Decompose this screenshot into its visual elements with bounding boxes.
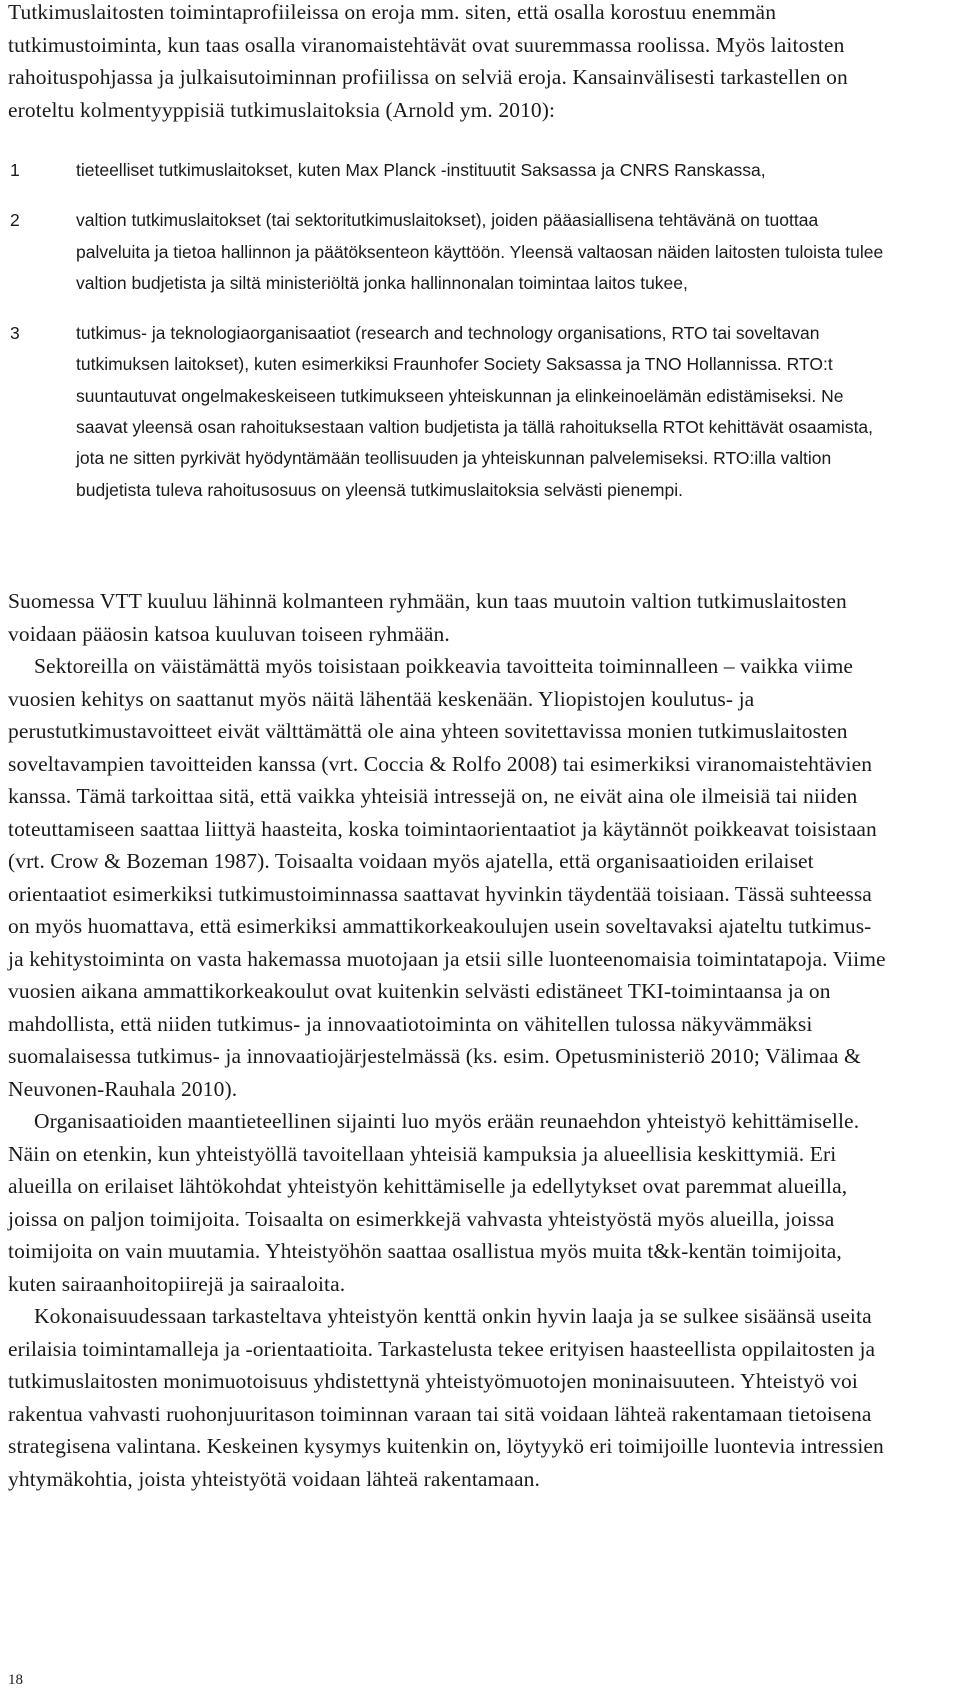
list-item-number: 1 (10, 160, 20, 180)
body-paragraph: Organisaatioiden maantieteellinen sijainti luo myös erään reunaehdon yhteistyö kehittämiselle. Näin on etenkin, kun yhteistyöllä tavoitellaan yhteisiä kampuksia ja alueellisia keskittymiä. Eri alueilla on erilaiset lähtökohdat yhteistyön kehittämiselle ja edellytykset ovat paremmat alueilla, joissa on paljon toimijoita. Toisaalta on esimerkkejä vahvasta yhteistyöstä myös alueilla, joissa toimijoita on vain muutamia. Yhteistyöhön saattaa osallistua myös muita t&k-kentän toimijoita, kuten sairaanhoitopiirejä ja sairaaloita. (8, 1109, 860, 1296)
intro-section (8, 0, 888, 126)
intro-paragraph: Tutkimuslaitosten toimintaprofiileissa on eroja mm. siten, että osalla korostuu enemmän tutkimustoiminta, kun taas osalla viranomaistehtävät ovat suuremmassa roolissa. Myös laitosten rahoituspohjassa ja julkaisutoiminnan profiilissa on selviä eroja. Kansainvälisesti tarkastellen on eroteltu kolmentyyppisiä tutkimuslaitoksia (Arnold ym. 2010): (8, 0, 848, 122)
body-paragraph: Suomessa VTT kuuluu lähinnä kolmanteen ryhmään, kun taas muutoin valtion tutkimuslaitosten voidaan pääosin katsoa kuuluvan toiseen ryhmään. (8, 589, 847, 646)
list-item (10, 318, 890, 506)
list-item (10, 205, 890, 299)
page-number: 18 (8, 1672, 23, 1688)
list-item (10, 155, 890, 186)
body-paragraph: Kokonaisuudessaan tarkasteltava yhteistyön kenttä onkin hyvin laaja ja se sulkee sisäänsä useita erilaisia toimintamalleja ja -orientaatioita. Tarkastelusta tekee erityisen haasteellista oppilaitosten ja tutkimuslaitosten monimuotoisuus yhdistettynä yhteistyömuotojen moninaisuuteen. Yhteistyö voi rakentua vahvasti ruohonjuuritason toiminnan varaan tai sitä voidaan lähteä rakentamaan tietoisena strategisena valintana. Keskeinen kysymys kuitenkin on, löytyykö eri toimijoille luontevia intressien yhtymäkohtia, joista yhteistyötä voidaan lähteä rakentamaan. (8, 1304, 884, 1491)
list-item-text: tutkimus- ja teknologiaorganisaatiot (research and technology organisations, RTO tai soveltavan tutkimuksen laitokset), kuten esimerkiksi Fraunhofer Society Saksassa ja TNO Hollannissa. RTO:t suuntautuvat ongelmakeskeiseen tutkimukseen yhteiskunnan ja elinkeinoelämän edistämiseksi. Ne saavat yleensä osan rahoituksestaan valtion budjetista ja tällä rahoituksella RTOt kehittävät osaamista, jota ne sitten pyrkivät hyödyntämään teollisuuden ja yhteiskunnan palvelemiseksi. RTO:illa valtion budjetista tuleva rahoitusosuus on yleensä tutkimuslaitoksia selvästi pienempi. (76, 323, 874, 500)
body-paragraph: Sektoreilla on väistämättä myös toisistaan poikkeavia tavoitteita toiminnalleen – vaikka viime vuosien kehitys on saattanut myös näitä lähentää keskenään. Yliopistojen koulutus- ja perustutkimustavoitteet eivät välttämättä ole aina yhteen sovitettavissa monien tutkimuslaitosten soveltavampien tavoitteiden kanssa (vrt. Coccia & Rolfo 2008) tai esimerkiksi viranomaistehtävien kanssa. Tämä tarkoittaa sitä, että vaikka yhteisiä intressejä on, ne eivät aina ole ilmeisiä tai niiden toteuttamiseen saattaa liittyä haasteita, koska toimintaorientaatiot ja käytännöt poikkeavat toisistaan (vrt. Crow & Bozeman 1987). Toisaalta voidaan myös ajatella, että organisaatioiden erilaiset orientaatiot esimerkiksi tutkimustoiminnassa saattavat hyvinkin täydentää toisiaan. Tässä suhteessa on myös huomattava, että esimerkiksi ammattikorkeakoulujen usein soveltavaksi ajateltu tutkimus- ja kehitystoiminta on vasta hakemassa muotojaan ja etsii sille luonteenomaisia toimintatapoja. Viime vuosien aikana ammattikorkeakoulut ovat kuitenkin selvästi edistäneet TKI-toimintaansa ja on mahdollista, että niiden tutkimus- ja innovaatiotoiminta on vähitellen tulossa näkyvämmäksi suomalaisessa tutkimus- ja innovaatiojärjestelmässä (ks. esim. Opetusministeriö 2010; Välimaa & Neuvonen-Rauhala 2010). (8, 654, 886, 1101)
list-item-text: valtion tutkimuslaitokset (tai sektoritutkimuslaitokset), joiden pääasiallisena tehtävänä on tuottaa palveluita ja tietoa hallinnon ja päätöksenteon käyttöön. Yleensä valtaosan näiden laitosten tuloista tulee valtion budjetista ja siltä ministeriöltä jonka hallinnonalan toimintaa laitos tukee, (76, 210, 884, 293)
body-section (8, 585, 888, 1495)
institution-type-list (10, 155, 890, 525)
list-item-number: 3 (10, 323, 20, 344)
list-item-number: 2 (10, 210, 20, 231)
list-item-text: tieteelliset tutkimuslaitokset, kuten Max Planck -instituutit Saksassa ja CNRS Ranskassa, (76, 160, 766, 180)
